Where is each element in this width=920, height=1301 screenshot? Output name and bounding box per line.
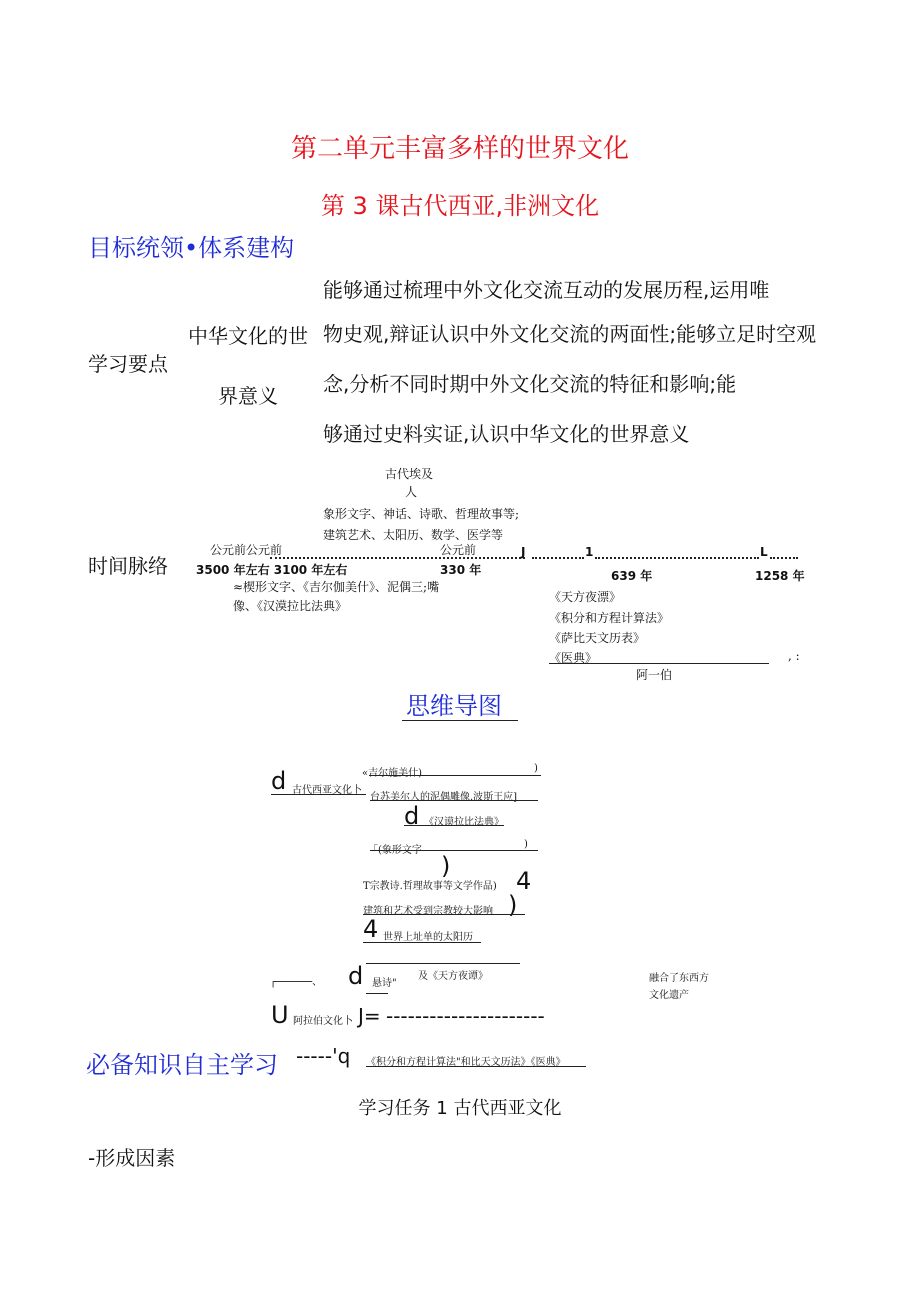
mindmap-west-asia: 古代西亚文化卜 xyxy=(292,785,362,796)
timeline-dots-1 xyxy=(270,557,525,559)
bc330-label: 公元前 xyxy=(440,543,477,557)
mindmap-arab: 阿拉伯文化卜 xyxy=(293,1016,353,1027)
arab-item-3: 《萨比天文历表》 xyxy=(549,631,646,645)
key-points-desc-2: 物史观,辩证认识中外文化交流的两面性;能够立足时空观 xyxy=(323,322,817,346)
mindmap-dash-run: ---------------------- xyxy=(386,1004,545,1028)
mindmap-arabian-nights: 及《天方夜谭》 xyxy=(418,971,488,982)
mindmap-architecture-line xyxy=(363,914,525,915)
timeline-mark-l: L xyxy=(760,545,768,559)
mindmap-dash-left: ┌──────、 xyxy=(270,977,323,988)
arab-underline xyxy=(549,663,769,664)
unit-title: 第二单元丰富多样的世界文化 xyxy=(290,134,629,164)
formation-factors: -形成因素 xyxy=(88,1146,176,1170)
topic-line-1: 中华文化的世 xyxy=(188,324,308,348)
mindmap-hammurabi: 《汉谟拉比法典》 xyxy=(424,817,504,828)
lesson-title: 第 3 课古代西亚,非洲文化 xyxy=(320,192,600,220)
egypt-title-2: 人 xyxy=(405,485,418,499)
mindmap-four-2: 4 xyxy=(363,915,379,943)
mindmap-title: 思维导图 xyxy=(406,692,502,720)
timeline-mark-1: 1 xyxy=(585,545,594,559)
mindmap-calendar: 世界上址单的太阳历 xyxy=(383,932,473,943)
timeline-dots-4 xyxy=(770,557,798,559)
mindmap-calendar-line xyxy=(363,942,481,943)
section-heading-knowledge: 必备知识自主学习 xyxy=(86,1051,278,1079)
bc-years: 3500 年左右 3100 年左右 xyxy=(196,563,348,577)
egypt-items-2: 建筑艺术、太阳历、数学、医学等 xyxy=(323,528,504,542)
key-points-label: 学习要点 xyxy=(88,352,168,376)
mindmap-poem-line xyxy=(366,993,388,994)
task-1-heading: 学习任务 1 古代西亚文化 xyxy=(358,1098,562,1119)
mindmap-fusion-2: 文化遗产 xyxy=(649,990,689,1001)
topic-line-2: 界意义 xyxy=(218,384,278,408)
mindmap-hieroglyph-end: ) xyxy=(524,839,528,850)
timeline-label: 时间脉络 xyxy=(88,554,168,578)
mindmap-hammurabi-line xyxy=(404,825,504,826)
year-639: 639 年 xyxy=(611,569,653,583)
section-heading-goals: 目标统领•体系建构 xyxy=(88,234,295,262)
west-asia-items-2: 像、《汉漠拉比法典》 xyxy=(233,599,348,613)
mindmap-four-1: 4 xyxy=(516,867,532,895)
mindmap-religion: T宗教诗.哲理故事等文学作品) xyxy=(363,881,497,892)
bc330-year: 330 年 xyxy=(440,563,482,577)
mindmap-poem: 悬诗" xyxy=(372,978,397,989)
timeline-dots-3 xyxy=(595,557,759,559)
mindmap-works-line xyxy=(366,1066,586,1067)
mindmap-paren-1: ) xyxy=(441,852,451,880)
mindmap-gilgamesh: «吉尔施美什) xyxy=(362,768,423,779)
mindmap-fusion-1: 融合了东西方 xyxy=(649,973,709,984)
arab-item-2: 《积分和方程计算法》 xyxy=(549,611,670,625)
mindmap-arab-top-line xyxy=(366,963,520,964)
timeline-mark-j: J xyxy=(521,545,526,559)
mindmap-j-eq: J= xyxy=(358,1004,381,1028)
key-points-desc-4: 够通过史料实证,认识中华文化的世界意义 xyxy=(323,422,690,446)
egypt-title: 古代埃及 xyxy=(385,467,434,481)
mindmap-statue: 台苏美尔人的泥偶雕像.波斯王应] xyxy=(370,792,518,803)
egypt-items-1: 象形文字、神话、诗歌、哲理故事等; xyxy=(323,507,520,521)
mindmap-gilgamesh-end: ) xyxy=(534,763,538,774)
mindmap-title-underline xyxy=(402,720,518,721)
mindmap-d-1: d xyxy=(271,767,287,795)
mindmap-dash-q: -----'q xyxy=(296,1044,351,1068)
mindmap-u: U xyxy=(271,1001,289,1029)
mindmap-architecture: 建筑和艺术受到宗教较大影响 xyxy=(363,906,493,917)
bc-label: 公元前公元前 xyxy=(210,543,283,557)
mindmap-paren-2: ) xyxy=(508,891,518,919)
year-1258: 1258 年 xyxy=(755,569,805,583)
mindmap-d-2: d xyxy=(404,802,420,830)
west-asia-items-1: ≈楔形文字、《吉尔伽美什》、泥偶三;嘴 xyxy=(233,580,440,594)
mindmap-gilgamesh-line xyxy=(369,775,541,776)
mindmap-works: 《积分和方程计算法"和比天文历法》《医典》 xyxy=(366,1057,566,1068)
mindmap-hieroglyph-line xyxy=(370,850,538,851)
mindmap-d-3: d xyxy=(348,962,364,990)
arab-label: 阿一伯 xyxy=(636,668,673,682)
key-points-desc-3: 念,分析不同时期中外文化交流的特征和影响;能 xyxy=(323,372,737,396)
arab-tail: , : xyxy=(788,649,800,663)
key-points-desc-1: 能够通过梳理中外文化交流互动的发展历程,运用唯 xyxy=(323,278,770,302)
arab-item-1: 《天方夜漂》 xyxy=(549,590,622,604)
mindmap-hieroglyph: 「(象形文字 xyxy=(368,845,422,856)
mindmap-statue-line xyxy=(370,800,538,801)
timeline-dots-2 xyxy=(532,557,584,559)
arab-item-4: 《医典》 xyxy=(549,651,598,665)
